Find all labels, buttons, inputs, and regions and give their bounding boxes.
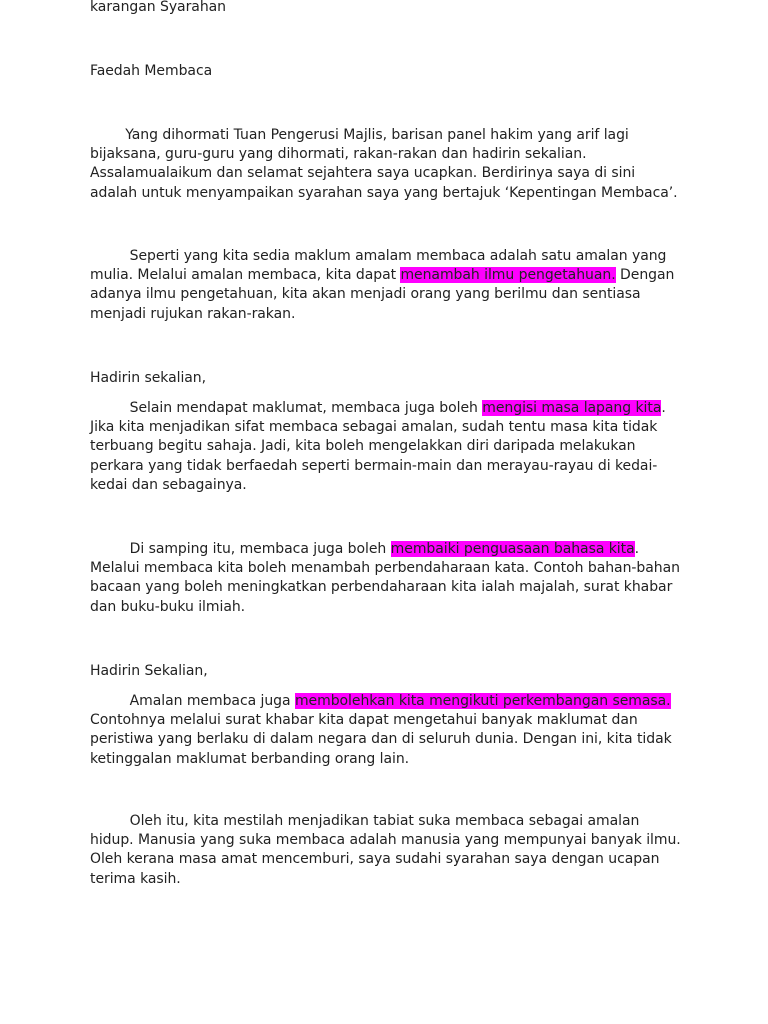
text-line (90, 285, 641, 304)
text-segment: Selain mendapat maklumat, membaca juga boleh (90, 400, 483, 416)
text-segment: Hadirin sekalian, (90, 370, 207, 386)
text-segment: Hadirin Sekalian, (90, 663, 208, 679)
text-segment: mulia. Melalui amalan membaca, kita dapat (90, 267, 401, 284)
text-segment: . (661, 400, 666, 416)
text-line (90, 598, 245, 617)
text-segment: . (634, 541, 640, 557)
text-segment: terbuang begitu sahaja. Jadi, kita boleh mengelakkan diri daripada melakukan (90, 438, 636, 455)
text-line (90, 831, 681, 850)
text-line (90, 266, 674, 285)
highlighted-text: mengisi masa lapang kita (482, 400, 662, 416)
highlighted-text: membolehkan kita mengikuti perkembangan semasa. (294, 693, 671, 709)
text-line (90, 850, 659, 869)
text-line (90, 418, 657, 437)
text-segment: Contohnya melalui surat khabar kita dapat mengetahui banyak maklumat dan (90, 712, 638, 729)
text-line (90, 750, 409, 769)
text-line (90, 399, 666, 418)
text-segment: Oleh itu, kita mestilah menjadikan tabiat suka membaca sebagai amalan (90, 813, 640, 829)
text-line (90, 126, 629, 145)
text-segment: dan buku-buku ilmiah. (90, 598, 246, 615)
text-line (90, 578, 672, 597)
text-line (90, 145, 586, 164)
text-segment: menjadi rujukan rakan-rakan. (90, 305, 296, 322)
text-line (90, 540, 639, 559)
highlighted-text: menambah ilmu pengetahuan. (400, 267, 616, 284)
text-line (90, 369, 206, 388)
text-line (90, 662, 208, 681)
text-segment: peristiwa yang berlaku di dalam negara dan di seluruh dunia. Dengan ini, kita tidak (90, 731, 672, 748)
document-header: karangan Syarahan (90, 0, 226, 15)
text-line (90, 305, 295, 324)
text-segment: perkara yang tidak berfaedah seperti bermain-main dan merayau-rayau di kedai- (90, 457, 658, 474)
text-segment: hidup. Manusia yang suka membaca adalah manusia yang mempunyai banyak ilmu. (90, 832, 681, 849)
document-title: Faedah Membaca (90, 63, 213, 79)
text-segment: Dengan (615, 267, 675, 284)
text-segment: bijaksana, guru-guru yang dihormati, rakan-rakan dan hadirin sekalian. (90, 146, 587, 163)
text-segment: adalah untuk menyampaikan syarahan saya yang bertajuk ‘Kepentingan Membaca’. (90, 184, 678, 201)
text-line (90, 457, 657, 476)
text-segment: Seperti yang kita sedia maklum amalam membaca adalah satu amalan yang (90, 248, 667, 264)
text-line (90, 692, 671, 711)
highlighted-text: membaiki penguasaan bahasa kita (390, 541, 635, 557)
text-line (90, 870, 181, 889)
text-segment: adanya ilmu pengetahuan, kita akan menjadi orang yang berilmu dan sentiasa (90, 286, 641, 303)
text-segment: kedai dan sebagainya. (90, 476, 247, 493)
text-segment: Di samping itu, membaca juga boleh (90, 541, 391, 557)
text-segment: bacaan yang boleh meningkatkan perbendaharaan kita ialah majalah, surat khabar (90, 579, 673, 596)
text-segment: Melalui membaca kita boleh menambah perbendaharaan kata. Contoh bahan-bahan (90, 560, 680, 577)
text-line (90, 559, 680, 578)
text-line (90, 812, 639, 831)
text-segment: ketinggalan maklumat berbanding orang lain. (90, 750, 410, 767)
text-segment: Yang dihormati Tuan Pengerusi Majlis, barisan panel hakim yang arif lagi (90, 127, 629, 143)
text-line (90, 730, 672, 749)
text-segment: Jika kita menjadikan sifat membaca sebagai amalan, sudah tentu masa kita tidak (90, 419, 658, 436)
text-segment: terima kasih. (90, 870, 181, 887)
text-line (90, 247, 666, 266)
text-line (90, 184, 678, 203)
text-line (90, 164, 635, 183)
text-segment: Amalan membaca juga (90, 693, 295, 709)
text-line (90, 476, 247, 495)
text-segment: Assalamualaikum dan selamat sejahtera saya ucapkan. Berdirinya saya di sini (90, 165, 636, 182)
text-line (90, 437, 635, 456)
text-line (90, 711, 638, 730)
text-segment: Oleh kerana masa amat mencemburi, saya sudahi syarahan saya dengan ucapan (90, 851, 660, 868)
